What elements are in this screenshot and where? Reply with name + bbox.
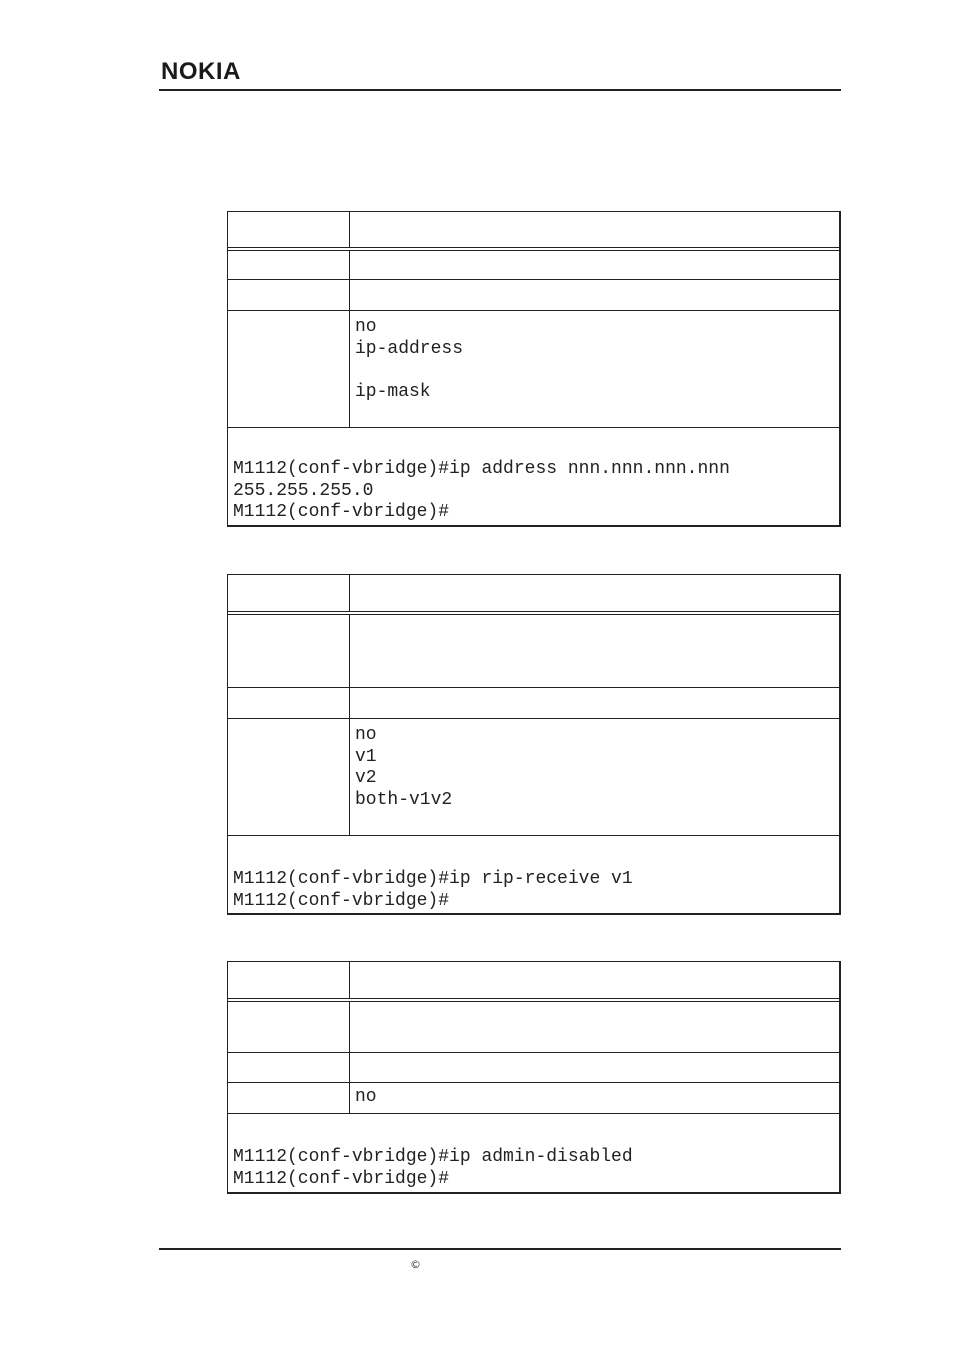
logo-text: NOKIA [161,58,241,84]
parameter-list [350,719,839,835]
table-row [228,615,839,688]
parameter: no [355,725,377,745]
parameters-row [228,311,839,428]
parameter: no [355,1087,377,1107]
parameter: v2 [355,768,377,788]
example-row [228,428,839,525]
parameter: ip-address [355,338,464,359]
parameter-spacer [355,360,839,382]
footer-rule [159,1248,841,1250]
header-rule [159,89,841,91]
parameter: ip-mask [355,381,431,402]
table-row [228,280,839,311]
parameters-row [228,719,839,836]
example-line: M1112(conf-vbridge)# [233,1168,450,1189]
example-line: M1112(conf-vbridge)# [233,890,450,911]
parameter-list [350,1083,839,1113]
table-header-row [228,575,839,615]
example-line: M1112(conf-vbridge)#ip rip-receive v1 [233,869,633,889]
table-row [228,688,839,719]
example-line: M1112(conf-vbridge)#ip admin-disabled [233,1147,633,1167]
parameter-list [350,311,839,427]
example-line: M1112(conf-vbridge)#ip address nnn.nnn.nnn.nnn [233,459,730,479]
table-header-row [228,212,839,251]
table-row [228,1053,839,1083]
command-table-ip-address [227,211,841,527]
copyright-symbol: © [410,1258,421,1271]
example-row [228,836,839,913]
example-row [228,1114,839,1192]
example-line: M1112(conf-vbridge)# [233,502,450,522]
table-header-row [228,962,839,1002]
nokia-logo [161,58,273,84]
command-table-rip-receive [227,574,841,915]
parameters-row [228,1083,839,1114]
command-table-admin-disabled [227,961,841,1194]
parameter: both-v1v2 [355,789,453,810]
parameter: v1 [355,746,377,767]
example-line: 255.255.255.0 [233,480,374,501]
parameter: no [355,317,377,337]
table-row [228,251,839,280]
table-row [228,1002,839,1053]
